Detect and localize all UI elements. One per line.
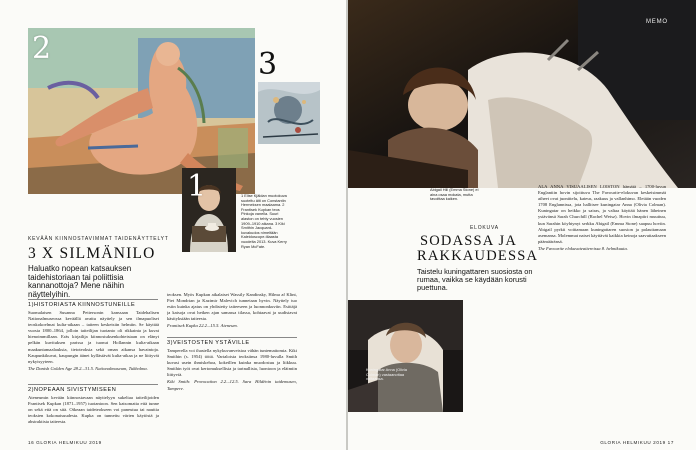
film-review-body [538, 184, 666, 428]
section-1-heading: 1)HISTORIASTA KIINNOSTUNEILLE [28, 302, 136, 308]
left-page [0, 0, 346, 450]
tapestry-illustration [258, 82, 320, 144]
section-2-body: Ateneumin kevään kiinnostavaan näyttelyyn sukeltaa taiteilijoiden Frantisek Kupkan (1871–1957) tuotantoon. Sen katsomatta että tunne on sekä että on sitä. Oikeaan taideteokseen voi paneutua tai nauttia teoksien kokonaisuudesta. Kupka on tunnettu värien käytöstä ja abstraktista taiteesta. [28, 395, 159, 425]
image-number-2: 2 [32, 31, 52, 66]
right-folio: GLORIA HELMIKUU 2019 17 [600, 440, 674, 445]
section-3-heading: 3)VEISTOSTEN YSTÄVILLE [167, 340, 250, 346]
section-1-text: Suomalaisen Susanna Pettersonin kanssaan Taidehalisen Nationalmuseossa keväällä avattu näyttely ja sen ilmapuoliset teoskokoelmat kulta-aikaan – taiteen keskeisiin helmiin. Se käyttää vuosia 1800–1864, jolloin taiteilijan tuotanto oli rikkainta ja kuvat hienoimmillaan. Eräs kirjailija kiinnostuksenkohteistaan on elänyt pelkän kuvituksen parissa ja tuonut Hollannin kulta-aikaan maakuntamaalauksia, tietoteoksia sekä oman aikansa havaintoja. Kaupunkikuvat, kaupungin äänet kyllästävät kulta-aikaa ja ne liittyvät nykyisyyteen. [28, 310, 159, 364]
section-1-body [28, 310, 159, 380]
film-review-source: The Favourite elokuvateattereissa 8. helmikuuta. [538, 245, 628, 251]
section-1-rule [28, 299, 158, 300]
section-3-text: Tamperella voi ihastella nykykuvanveistoa vähän tuntemattomia. Kiki Smithin (s. 1954) töitä. Vartaloista teoksiinsa 1980-luvulla Smith kuvasi usein ihmiskehoa, kokeillen kuinka muodostuu ja liikkuu. Smithin työt ovat kertomuksellisia ja tarinallisia, luontoon ja eläimiin liittyviä. [167, 348, 297, 378]
middle-column-source: Frantisek Kupka 22.2.–15.5. Ateneum. [167, 323, 238, 329]
middle-column-text: teoksen. Myös Kupkan aikalaiset Wassily Kandinsky, Hilma af Klint, Piet Mondrian ja Kazimir Malevich tunnetaan hyvin. Näyttely tuo esiin kuinka ajatus on yhdistetty taiteeseen ja luonnonkuviin. Esittäjä ja katsoja ovat hetken ajan samassa tilassa, kohtaavat ja uudistavat käsityksiään taiteesta. [167, 292, 297, 322]
section-3-source: Kiki Smith: Provocation 2.2.–12.5. Sara Hildénin taidemuseo, Tampere. [167, 379, 297, 391]
film-review-text: ALA ANNA VISUAALISEN LOISTON hämätä – 1700-luvun Englantiin hovin sijoittuva The Favourite-elokuvan keskeisimmät aiheet ovat juonittelu, kateus, raakuus ja vallanhimo. Eletään vuoden 1708 Englannissa, jota hallitsee kuningatar Anna (Olivia Colman). Kuningatar on heikko ja sairas, ja valtaa käyttää hänen läheinen ystävänsä Sarah Churchill (Rachel Weisz). Hovin ilmapiiri muuttuu, kun Sarahin köyhtynyt serkku Abigail (Emma Stone) saapuu hoviin. Abigail pyrkii voittamaan kuningattaren suosion ja palauttamaan asemansa. Molemmat naiset käyttävät kaikkia keinoja saavuttaakseen päämääränsä. [538, 184, 666, 244]
section-3-body [167, 348, 297, 438]
section-2-rule [28, 384, 158, 385]
article-headline: 3 X SILMÄNILO [28, 245, 156, 262]
film-still-bottom-illustration [348, 300, 463, 412]
section-label-memo: MEMO [646, 19, 668, 25]
image-captions: 1 Elise Kjäldan muotokuva suoteltu äiti on Constantin Hermeksen maalaama. 2 Frantisek Kupkan teos Pinkoja vanella. Suuri alaston on tehty vuosien 1909–1910 aikana. 3 Kiki Smithin Jacquard-kuvakudos nimeltään Kaleidoscope-tilaasta vuodelta 2013. Kuva Kerry Ryan McFate. [241, 193, 287, 249]
left-folio: 16 GLORIA HELMIKUU 2019 [28, 440, 102, 445]
film-still-top-illustration [348, 0, 696, 188]
image-number-1: 1 [187, 169, 207, 204]
film-still-top [348, 0, 696, 188]
film-headline: SODASSA JA RAKKAUDESSA [417, 233, 539, 264]
middle-column-body [167, 292, 297, 334]
article-kicker: KEVÄÄN KIINNOSTAVIMMAT TAIDENÄYTTELYT [28, 236, 169, 242]
section-3-rule [167, 337, 297, 338]
kiki-smith-tapestry-image [258, 82, 320, 144]
right-page [348, 0, 696, 450]
section-2-heading: 2)NOPEAAN SIVISTYMISEEN [28, 387, 117, 393]
bottom-image-caption: Kuningatar Anna (Olivia Colman) vastaanottaa valtaansa. [366, 367, 407, 382]
film-kicker: ELOKUVA [470, 225, 499, 231]
child-portrait-image [182, 168, 236, 252]
article-deck: Haluatko nopean katsauksen taidehistoriaan tai poliittisia kannanottoja? Mene näihin näyttelyihin. [28, 264, 132, 299]
section-1-source: The Danish Golden Age 28.2.–31.5. Nationalmuseum, Tukholma. [28, 365, 148, 371]
top-image-caption: Abigail Hill (Emma Stone) ei aina osaa mokata, mutta tavoittaa kaiken. [430, 187, 479, 202]
image-number-3: 3 [258, 47, 278, 82]
film-deck: Taistelu kuningattaren suosiosta on rumaa, vaikka se käydään korusti puettuna. [417, 267, 533, 292]
film-still-bottom [348, 300, 463, 412]
